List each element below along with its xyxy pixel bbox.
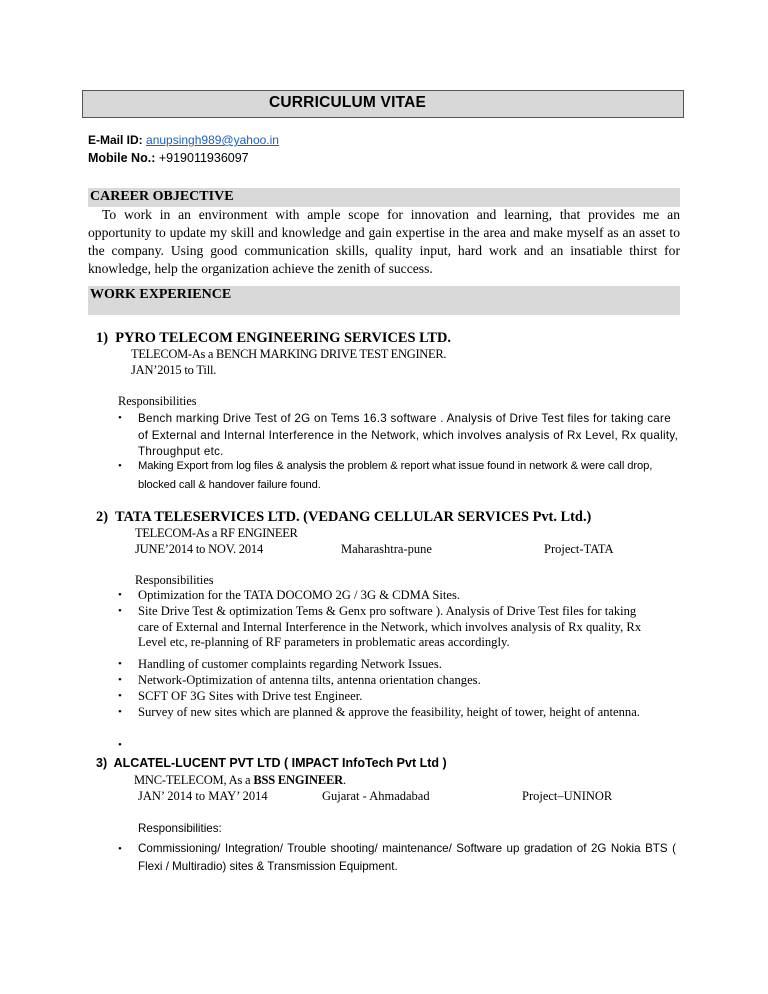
job-3-project: Project–UNINOR (522, 789, 613, 803)
career-objective-heading: CAREER OBJECTIVE (90, 189, 234, 204)
title-box (82, 90, 684, 118)
job-3-period: JAN’ 2014 to MAY’ 2014 (138, 789, 268, 803)
bullet-icon: • (118, 589, 122, 601)
bullet-icon: • (118, 706, 122, 718)
bullet-icon: • (118, 674, 122, 686)
job-3-resp-1: Commissioning/ Integration/ Trouble shooting/ maintenance/ Software up gradation of 2G Nokia BTS ( Flexi / Multiradio) sites & Transmission Equipment. (138, 842, 676, 873)
work-experience-header (88, 286, 680, 315)
bullet-icon: • (118, 460, 122, 472)
job-3-location: Gujarat - Ahmadabad (322, 789, 430, 803)
bullet-icon: • (118, 658, 122, 670)
mobile-number: +919011936097 (158, 151, 249, 165)
job-1-responsibilities-label: Responsibilities (118, 394, 197, 408)
job-2-project: Project-TATA (544, 542, 614, 556)
job-2-resp-3: Handling of customer complaints regarding Network Issues. (138, 657, 442, 671)
job-1-period: JAN’2015 to Till. (131, 363, 217, 377)
job-2-resp-1: Optimization for the TATA DOCOMO 2G / 3G & CDMA Sites. (138, 588, 461, 602)
email-label: E-Mail ID: (88, 133, 143, 147)
job-3-company: 3) ALCATEL-LUCENT PVT LTD ( IMPACT InfoTech Pvt Ltd ) (96, 756, 447, 770)
mobile-label: Mobile No.: (88, 151, 156, 165)
bullet-icon: • (118, 412, 122, 424)
career-objective-header (88, 188, 680, 207)
bullet-icon: • (118, 690, 122, 702)
job-2-company: 2) TATA TELESERVICES LTD. (VEDANG CELLULAR SERVICES Pvt. Ltd.) (96, 509, 592, 525)
career-objective-text: To work in an environment with ample scope for innovation and learning, that provides me an opportunity to update my skill and knowledge and gain expertise in the area and make myself as an asset to the company. Using good communication skills, quality input, hard work and an insatiable thirst for knowledge, help the organization achieve the zenith of success. (88, 207, 680, 276)
job-2-period: JUNE’2014 to NOV. 2014 (135, 542, 264, 556)
email-link[interactable]: anupsingh989@yahoo.in (146, 133, 279, 147)
job-1-company: 1) PYRO TELECOM ENGINEERING SERVICES LTD. (96, 330, 451, 346)
job-2-location: Maharashtra-pune (341, 542, 432, 556)
job-1-resp-2: Making Export from log files & analysis the problem & report what issue found in network & were call drop, blocked call & handover failure found. (138, 460, 653, 491)
email-line (88, 133, 279, 147)
work-experience-heading: WORK EXPERIENCE (90, 287, 232, 302)
job-1-role: TELECOM-As a BENCH MARKING DRIVE TEST ENGINER. (131, 347, 447, 361)
job-2-role: TELECOM-As a RF ENGINEER (135, 526, 298, 540)
page-title: CURRICULUM VITAE (269, 94, 427, 111)
bullet-icon: • (118, 605, 122, 617)
job-2-resp-5: SCFT OF 3G Sites with Drive test Engineer. (138, 689, 363, 703)
job-3-responsibilities-label: Responsibilities: (138, 822, 222, 835)
job-2-resp-4: Network-Optimization of antenna tilts, antenna orientation changes. (138, 673, 481, 687)
job-2-resp-2: Site Drive Test & optimization Tems & Genx pro software ). Analysis of Drive Test files for taking care of External and Internal Interference in the Network, which involves analysis of Rx quality, Rx Level etc, re-planning of RF parameters in problematic areas accordingly. (138, 604, 642, 649)
job-3-role: MNC-TELECOM, As a BSS ENGINEER. (134, 773, 346, 787)
job-2-responsibilities-label: Responsibilities (135, 573, 214, 587)
bullet-icon: • (118, 739, 122, 751)
bullet-icon: • (118, 843, 122, 855)
job-1-resp-1: Bench marking Drive Test of 2G on Tems 16.3 software . Analysis of Drive Test files for taking care of External and Internal Interference in the Network, which involves analysis of Rx Level, Rx quality, Throughput etc. (138, 412, 679, 458)
mobile-line (88, 151, 249, 165)
job-2-resp-6: Survey of new sites which are planned & approve the feasibility, height of tower, height of antenna. (138, 705, 640, 719)
